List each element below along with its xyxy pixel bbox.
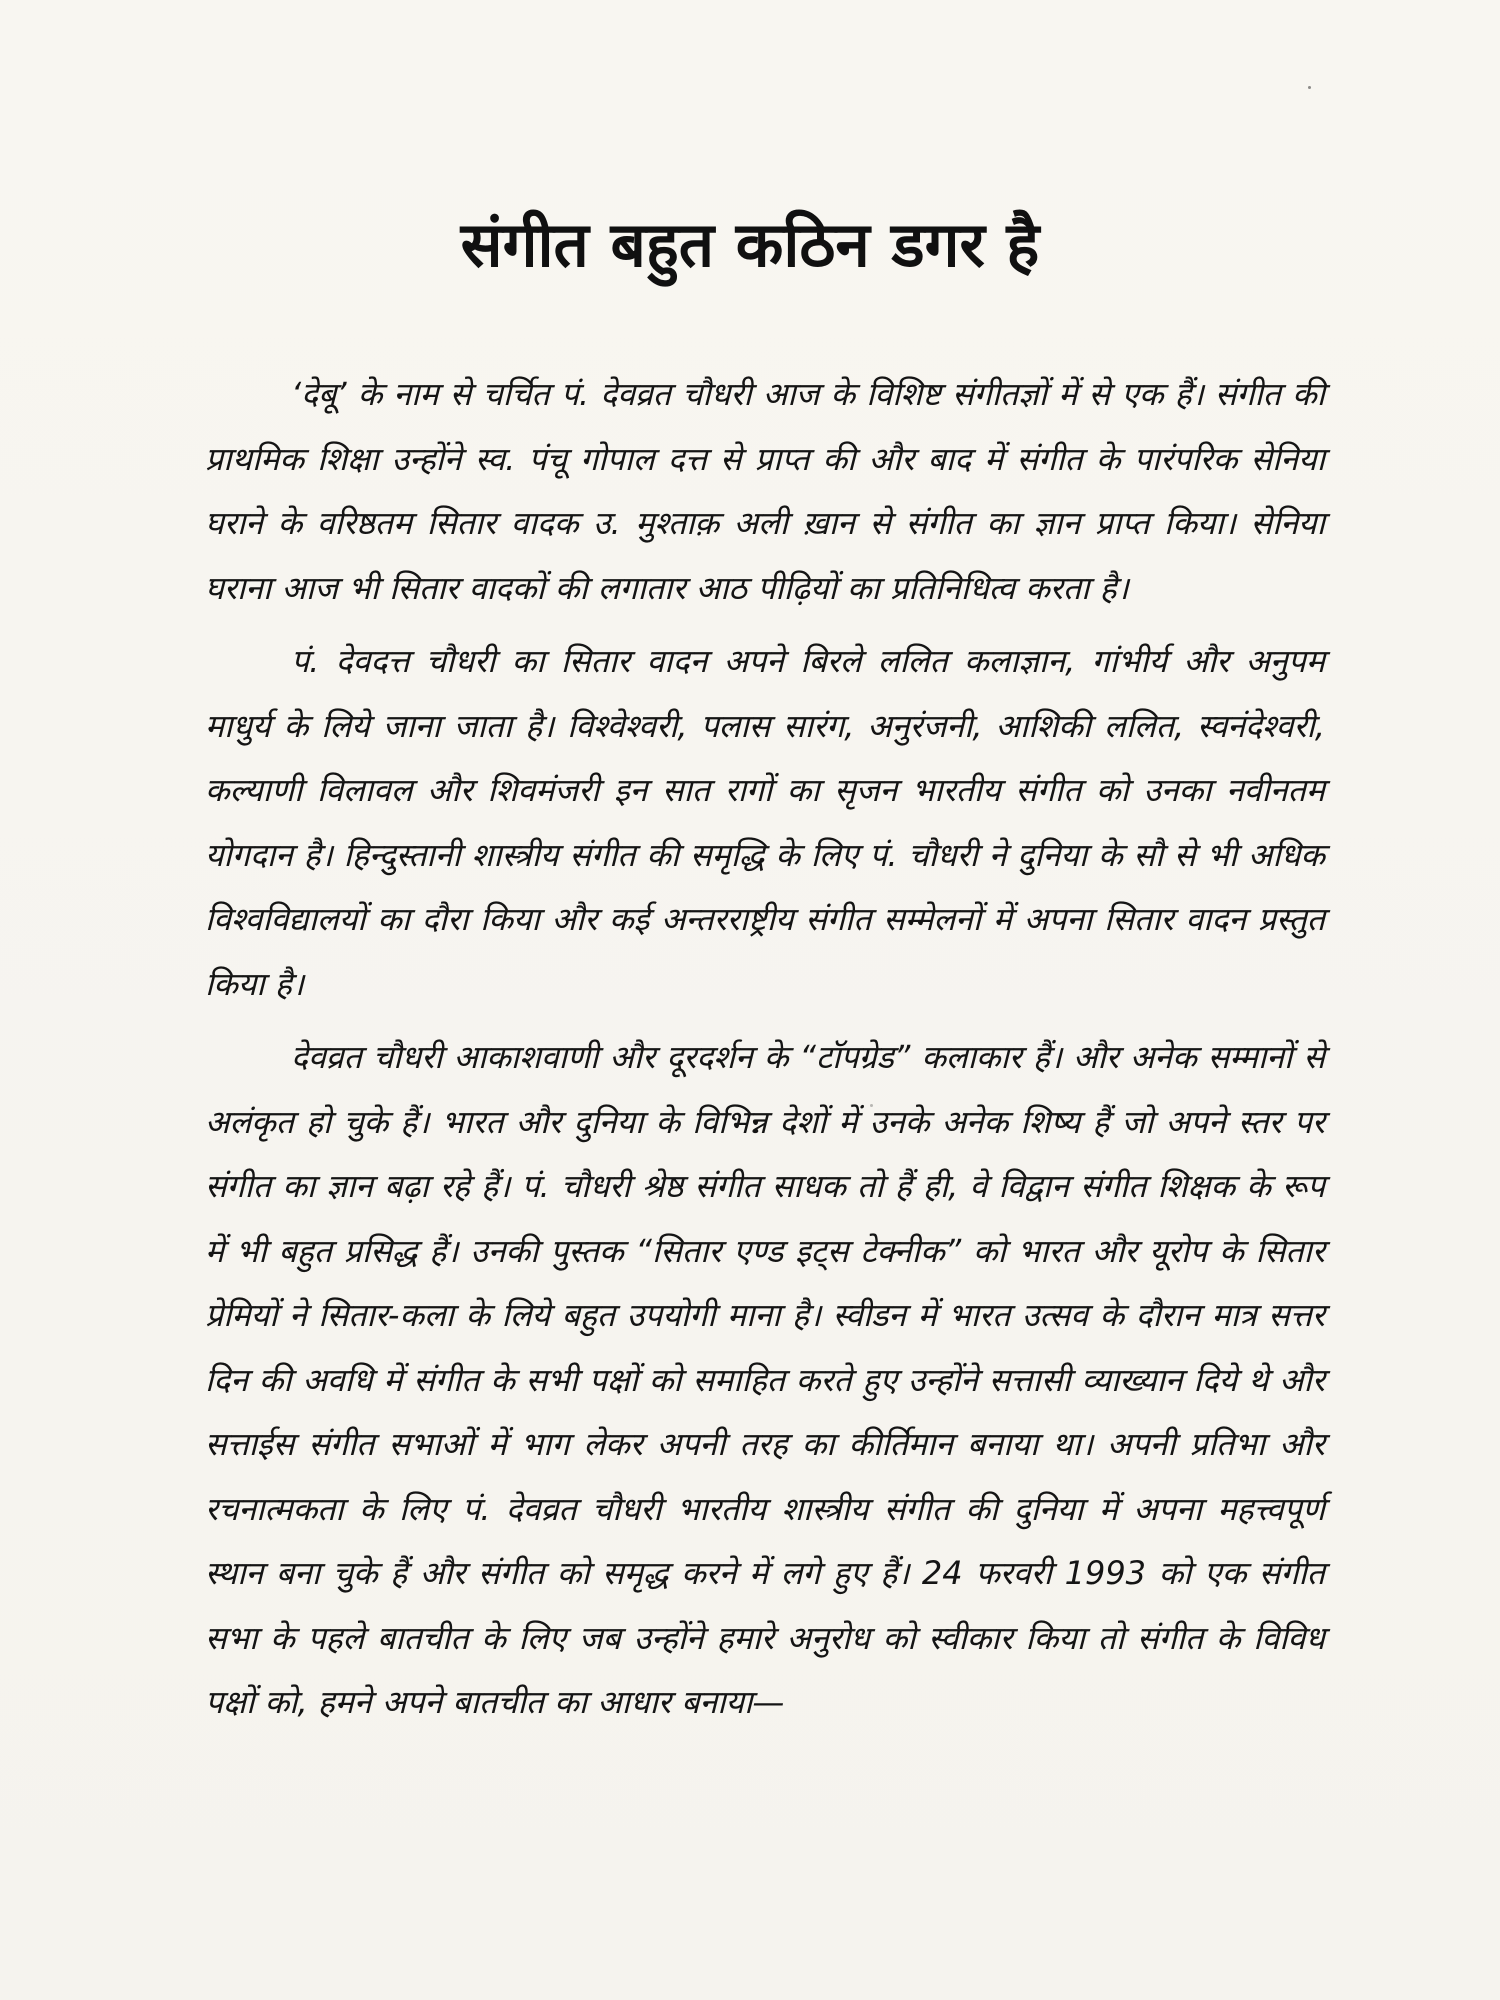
body-text — [205, 362, 1325, 1735]
paper-speck — [870, 1104, 873, 1107]
paper-speck — [1308, 86, 1311, 89]
paragraph-2: पं. देवदत्त चौधरी का सितार वादन अपने बिरले ललित कलाज्ञान, गांभीर्य और अनुपम माधुर्य के लिये जाना जाता है। विश्वेश्वरी, पलास सारंग, अनुरंजनी, आशिकी ललित, स्वनंदेश्वरी, कल्याणी विलावल और शिवमंजरी इन सात रागों का सृजन भारतीय संगीत को उनका नवीनतम योगदान है। हिन्दुस्तानी शास्त्रीय संगीत की समृद्धि के लिए पं. चौधरी ने दुनिया के सौ से भी अधिक विश्वविद्यालयों का दौरा किया और कई अन्तरराष्ट्रीय संगीत सम्मेलनों में अपना सितार वादन प्रस्तुत किया है। — [205, 642, 1325, 1003]
paragraph-1: ‘देबू’ के नाम से चर्चित पं. देवव्रत चौधरी आज के विशिष्ट संगीतज्ञों में से एक हैं। संगीत की प्राथमिक शिक्षा उन्होंने स्व. पंचू गोपाल दत्त से प्राप्त की और बाद में संगीत के पारंपरिक सेनिया घराने के वरिष्ठतम सितार वादक उ. मुश्ताक़ अली ख़ान से संगीत का ज्ञान प्राप्त किया। सेनिया घराना आज भी सितार वादकों की लगातार आठ पीढ़ियों का प्रतिनिधित्व करता है। — [205, 375, 1325, 607]
paragraph-3: देवव्रत चौधरी आकाशवाणी और दूरदर्शन के “टॉपग्रेड” कलाकार हैं। और अनेक सम्मानों से अलंकृत हो चुके हैं। भारत और दुनिया के विभिन्न देशों में उनके अनेक शिष्य हैं जो अपने स्तर पर संगीत का ज्ञान बढ़ा रहे हैं। पं. चौधरी श्रेष्ठ संगीत साधक तो हैं ही, वे विद्वान संगीत शिक्षक के रूप में भी बहुत प्रसिद्ध हैं। उनकी पुस्तक “सितार एण्ड इट्स टेक्नीक” को भारत और यूरोप के सितार प्रेमियों ने सितार-कला के लिये बहुत उपयोगी माना है। स्वीडन में भारत उत्सव के दौरान मात्र सत्तर दिन की अवधि में संगीत के सभी पक्षों को समाहित करते हुए उन्होंने सत्तासी व्याख्यान दिये थे और सत्ताईस संगीत सभाओं में भाग लेकर अपनी तरह का कीर्तिमान बनाया था। अपनी प्रतिभा और रचनात्मकता के लिए पं. देवव्रत चौधरी भारतीय शास्त्रीय संगीत की दुनिया में अपना महत्त्वपूर्ण स्थान बना चुके हैं और संगीत को समृद्ध करने में लगे हुए हैं। 24 फरवरी 1993 को एक संगीत सभा के पहले बातचीत के लिए जब उन्होंने हमारे अनुरोध को स्वीकार किया तो संगीत के विविध पक्षों को, हमने अपने बातचीत का आधार बनाया— — [205, 1038, 1325, 1721]
chapter-title: संगीत बहुत कठिन डगर है — [460, 208, 1040, 281]
